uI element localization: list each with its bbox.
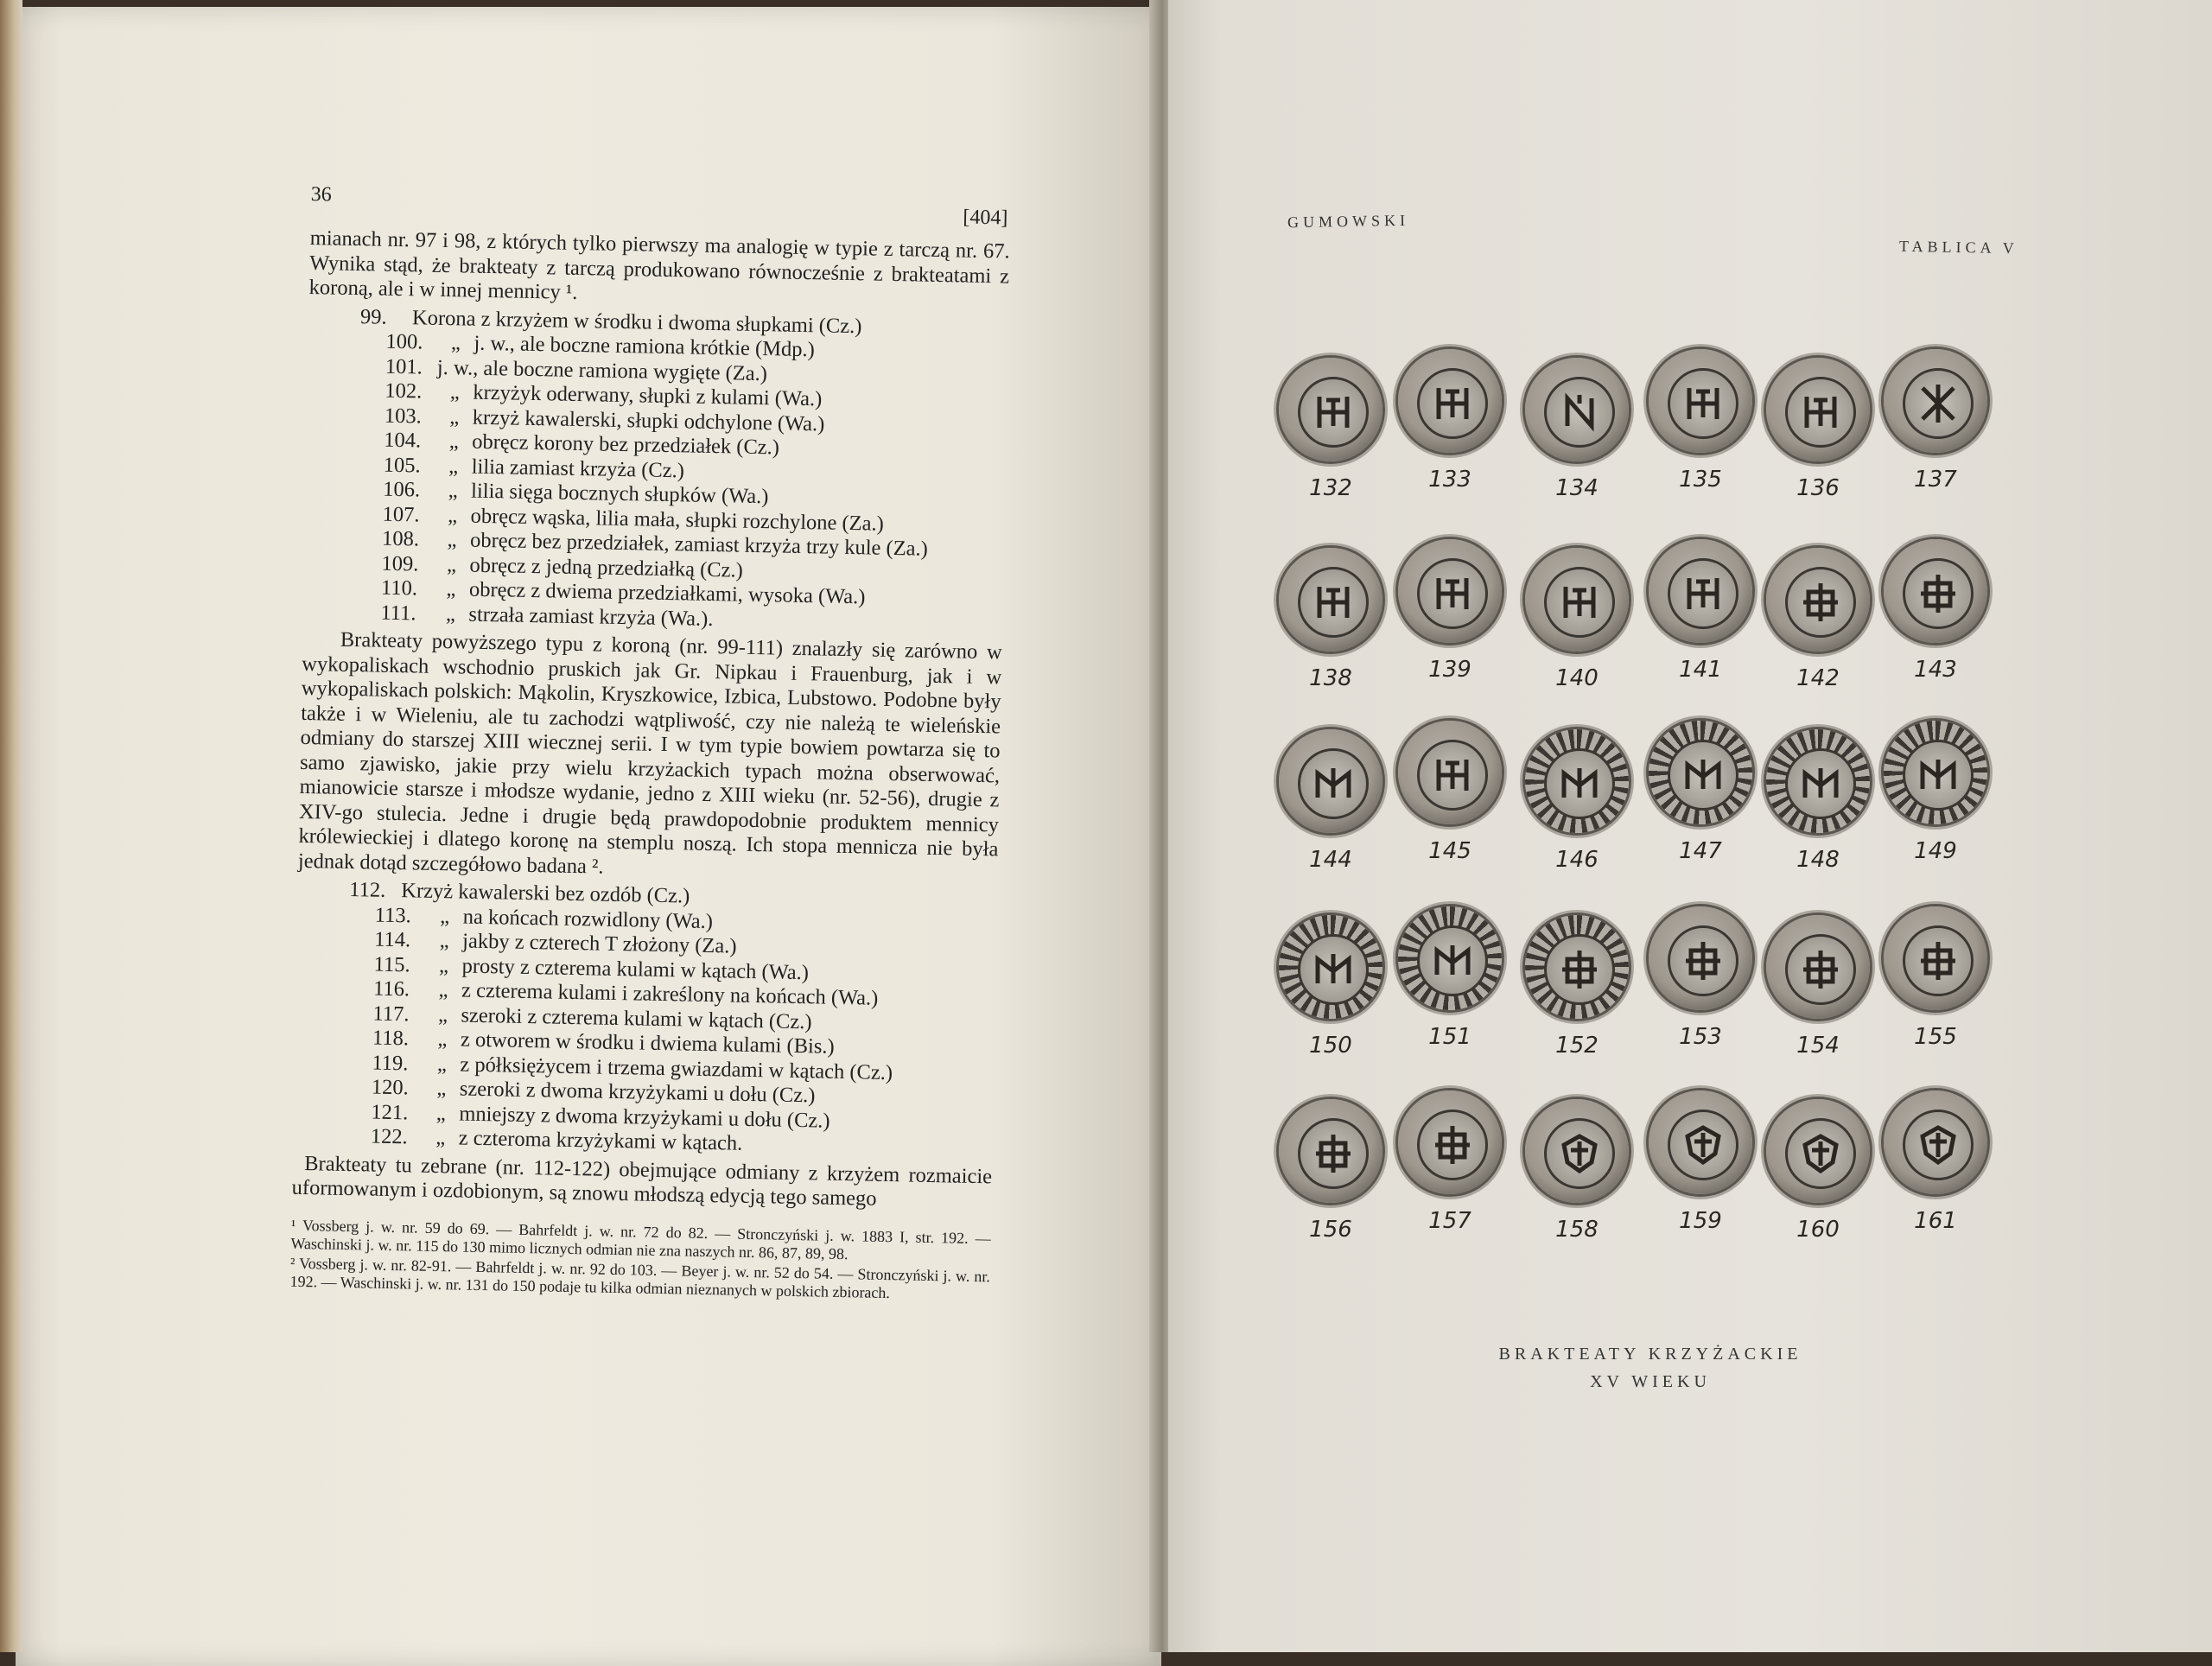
list-item-text: z czterema kulami i zakreślony na końcach (Wa.) (461, 978, 879, 1010)
bracteate-coin-image (1766, 915, 1870, 1019)
bracteate-coin-image (1398, 906, 1502, 1010)
coin-figure (1389, 906, 1510, 1053)
coin-figure (1516, 358, 1637, 505)
list-item-number: 115. (373, 952, 410, 976)
ditto-mark: „ (446, 552, 457, 576)
list-item-number: 120. (371, 1075, 410, 1100)
coin-emblem (1903, 740, 1974, 811)
coin-number: 142 (1796, 665, 1840, 691)
list-item-number: 107. (382, 502, 420, 526)
coin-number: 153 (1679, 1024, 1722, 1050)
coin-number: 157 (1428, 1208, 1471, 1234)
list-item-number: 105. (383, 453, 421, 477)
coin-figure (1758, 729, 1878, 876)
list-item-text: obręcz z dwiema przedziałkami, wysoka (Wa.) (468, 577, 866, 609)
bracteate-coin-image (1398, 721, 1502, 824)
list-item-text: krzyżyk oderwany, słupki z kulami (Wa.) (473, 380, 823, 411)
ditto-mark: „ (436, 1076, 447, 1101)
footnote-2: ² Vossberg j. w. nr. 82-91. — Bahrfeldt j. w. nr. 92 do 103. — Beyer j. w. nr. 52 do 54. — Stronczyński j. w. nr. 192. — Waschinski j. w. nr. 131 do 150 podaje tu kilka odmian nieznanych w polskich zbiorach. (289, 1254, 991, 1301)
coin-figure (1389, 721, 1510, 868)
coin-figure (1516, 729, 1637, 876)
ditto-mark: „ (437, 1027, 448, 1052)
bracteate-coin-image (1525, 729, 1629, 833)
bracteate-coin-image (1649, 539, 1752, 643)
coin-figure (1640, 349, 1761, 496)
coin-number: 149 (1914, 838, 1957, 864)
coin-emblem (1298, 934, 1369, 1005)
list-item-number: 109. (381, 551, 419, 575)
ditto-mark: „ (438, 953, 449, 977)
ditto-mark: „ (449, 404, 460, 429)
bracteate-coin-image (1766, 358, 1870, 461)
bracteate-coin-image (1884, 721, 1987, 824)
coin-emblem (1903, 925, 1974, 996)
bracteate-coin-image (1649, 906, 1752, 1010)
ditto-mark: „ (440, 904, 450, 928)
coin-emblem (1298, 377, 1369, 448)
bracteate-coin-image (1766, 729, 1870, 833)
coin-figure (1270, 358, 1391, 505)
coin-number: 160 (1796, 1217, 1840, 1243)
variant-list-cross (293, 877, 998, 1161)
bracteate-coin-image (1525, 548, 1629, 652)
coin-emblem (1298, 748, 1369, 819)
page-number: 36 (310, 183, 332, 207)
coin-number: 140 (1555, 665, 1599, 691)
list-item-text: jakby z czterech T złożony (Za.) (461, 929, 737, 958)
list-item-text: Korona z krzyżem w środku i dwoma słupkami (Cz.) (411, 305, 862, 338)
coin-emblem (1785, 567, 1856, 638)
list-item-number: 99. (359, 304, 387, 329)
list-item-number: 106. (382, 477, 421, 502)
paragraph-findings: Brakteaty powyższego typu z koroną (nr. 99-111) znalazły się zarówno w wykopaliskach wschodnio pruskich jak Gr. Nipkau i Frauenburg, jak i w wykopaliskach polskich: Mąkolin, Kryszkowice, Izbica, Lubstowo. Podobne były także i w Wieleniu, ale tu zachodzi wątpliwość, czy nie należą te wieleńskie odmiany do starszej XIII wiecznej serii. I w tym typie bowiem powtarza się to samo zjawisko, jakie przy wielu krzyżackich typach można obserwować, mianowicie starsze i młodsze wydanie, jedno z XIII wieku (nr. 52-56), drugie z XIV-go stulecia. Jedne i drugie będą prawdopodobnie produktem mennicy królewieckiej i dlatego koronę na stemplu noszą. Ich stopa mennicza nie była jednak dotąd szczegółowo badana ². (297, 627, 1002, 879)
list-item-number: 100. (385, 329, 423, 354)
list-item-number: 112. (349, 878, 386, 902)
coin-figure (1270, 915, 1391, 1062)
ditto-mark: „ (436, 1052, 448, 1076)
list-item-number: 116. (372, 976, 410, 1002)
book-cover-edge (0, 0, 22, 1652)
coin-emblem (1785, 934, 1856, 1005)
intro-paragraph: mianach nr. 97 i 98, z których tylko pierwszy ma analogię w typie z tarczą nr. 67. Wynika stąd, że brakteaty z tarczą produkowano równocześnie z brakteatami z koroną, ale i w innej mennicy ¹. (308, 226, 1010, 304)
coin-number: 146 (1555, 847, 1599, 873)
plate-author: GUMOWSKI (1287, 211, 1410, 232)
bracteate-coin-image (1649, 1091, 1752, 1194)
bracteate-coin-image (1884, 539, 1987, 643)
coin-number: 152 (1555, 1033, 1599, 1059)
coin-number: 148 (1796, 847, 1840, 873)
coin-number: 132 (1309, 475, 1352, 501)
coin-figure (1758, 915, 1878, 1062)
coin-number: 143 (1914, 657, 1957, 683)
coin-emblem (1903, 558, 1974, 629)
coin-figure (1270, 729, 1391, 876)
footnote-1: ¹ Vossberg j. w. nr. 59 do 69. — Bahrfeldt j. w. nr. 72 do 82. — Stronczyński j. w. 1883 I, str. 192. — Waschinski j. w. nr. 115 do 130 mimo licznych odmian nie zna naszych nr. 86, 87, 89, 98. (290, 1216, 991, 1262)
coin-emblem (1417, 925, 1488, 996)
list-item-number: 110. (380, 575, 418, 601)
coin-number: 156 (1309, 1217, 1352, 1243)
list-item-number: 101. (385, 354, 423, 379)
bracteate-coin-image (1884, 349, 1987, 453)
list-item-number: 121. (371, 1100, 409, 1124)
list-item-text: j. w., ale boczne ramiona krótkie (Mdp.) (474, 331, 816, 362)
bracteate-coin-image (1398, 349, 1502, 453)
coin-number: 161 (1914, 1208, 1957, 1234)
ditto-mark: „ (450, 331, 461, 355)
bracteate-coin-image (1525, 915, 1629, 1019)
coin-emblem (1544, 1118, 1615, 1189)
coin-number: 138 (1309, 665, 1352, 691)
list-item-text: z czteroma krzyżykami w kątach. (458, 1126, 743, 1155)
coin-emblem (1668, 925, 1738, 996)
coin-emblem (1544, 748, 1615, 819)
coin-emblem (1668, 368, 1738, 439)
coin-emblem (1298, 567, 1369, 638)
list-item-number: 108. (381, 526, 420, 551)
coin-figure (1516, 1099, 1637, 1246)
bracteate-coin-image (1398, 1091, 1502, 1194)
ditto-mark: „ (447, 528, 457, 552)
list-item-text: lilia sięga bocznych słupków (Wa.) (470, 479, 769, 509)
coin-number: 158 (1555, 1217, 1599, 1243)
list-item-text: j. w., ale boczne ramiona wygięte (Za.) (436, 355, 768, 385)
coin-figure (1640, 539, 1761, 686)
coin-emblem (1668, 558, 1738, 629)
coin-figure (1758, 548, 1878, 695)
coin-number: 159 (1679, 1208, 1722, 1234)
coin-figure (1875, 721, 1996, 868)
list-item-number: 104. (384, 428, 422, 453)
list-item-text: krzyż kawalerski, słupki odchylone (Wa.) (472, 405, 825, 436)
ditto-mark: „ (448, 429, 459, 454)
list-item-text: prosty z czterema kulami w kątach (Wa.) (461, 954, 810, 984)
coin-emblem (1668, 740, 1738, 811)
list-item-text: obręcz korony bez przedziałek (Cz.) (472, 429, 780, 460)
page-reference: [404] (963, 206, 1008, 230)
list-item-text: na końcach rozwidlony (Wa.) (462, 905, 714, 933)
coin-emblem (1903, 368, 1974, 439)
coin-figure (1516, 548, 1637, 695)
ditto-mark: „ (448, 479, 458, 503)
ditto-mark: „ (439, 929, 449, 953)
coin-number: 141 (1679, 657, 1722, 683)
bracteate-coin-image (1279, 358, 1382, 461)
list-item-number: 117. (372, 1002, 410, 1026)
coin-number: 144 (1309, 847, 1352, 873)
coin-figure (1640, 721, 1761, 868)
coin-emblem (1785, 1118, 1856, 1189)
list-item-text: strzała zamiast krzyża (Wa.). (468, 602, 714, 631)
coin-number: 154 (1796, 1033, 1840, 1059)
coin-emblem (1668, 1110, 1738, 1180)
bracteate-coin-image (1884, 906, 1987, 1010)
bracteate-coin-image (1649, 721, 1752, 824)
ditto-mark: „ (445, 601, 456, 626)
coin-number: 136 (1796, 475, 1840, 501)
list-item-text: obręcz wąska, lilia mała, słupki rozchylone (Za.) (470, 504, 885, 536)
list-item-number: 119. (372, 1051, 409, 1075)
coin-emblem (1903, 1110, 1974, 1180)
coin-figure (1875, 1091, 1996, 1237)
coin-plate (1270, 354, 2031, 1243)
coin-number: 151 (1428, 1024, 1471, 1050)
coin-number: 134 (1555, 475, 1599, 501)
variant-list-crown (302, 303, 1008, 637)
coin-number: 139 (1428, 657, 1471, 683)
list-item-text: obręcz bez przedziałek, zamiast krzyża trzy kule (Za.) (469, 528, 929, 561)
list-item-text: Krzyż kawalerski bez ozdób (Cz.) (401, 879, 690, 908)
list-item-number: 103. (384, 404, 422, 428)
plate-caption-century: XV WIEKU (1590, 1372, 1711, 1391)
footnotes (289, 1216, 991, 1304)
coin-number: 137 (1914, 467, 1957, 493)
coin-figure (1640, 906, 1761, 1053)
list-item-number: 102. (385, 378, 423, 404)
list-item-number: 111. (380, 601, 416, 625)
list-item-text: z półksiężycem i trzema gwiazdami w kątach (Cz.) (460, 1052, 893, 1084)
ditto-mark: „ (447, 503, 458, 527)
ditto-mark: „ (449, 380, 461, 404)
coin-emblem (1417, 1110, 1488, 1180)
bracteate-coin-image (1279, 729, 1382, 833)
list-item-text: szeroki z dwoma krzyżykami u dołu (Cz.) (459, 1077, 816, 1108)
bracteate-coin-image (1525, 358, 1629, 461)
coin-figure (1758, 1099, 1878, 1246)
plate-number: TABLICA V (1898, 237, 2018, 258)
coin-figure (1389, 349, 1510, 496)
coin-figure (1640, 1091, 1761, 1237)
bracteate-coin-image (1525, 1099, 1629, 1203)
list-item-text: mniejszy z dwoma krzyżykami u dołu (Cz.) (459, 1101, 830, 1133)
list-item-number: 113. (374, 903, 411, 927)
ditto-mark: „ (446, 577, 456, 601)
coin-figure (1516, 915, 1637, 1062)
coin-number: 155 (1914, 1024, 1957, 1050)
coin-figure (1758, 358, 1878, 505)
coin-number: 145 (1428, 838, 1471, 864)
coin-emblem (1417, 558, 1488, 629)
coin-figure (1270, 548, 1391, 695)
list-item-text: z otworem w środku i dwiema kulami (Bis.) (460, 1027, 835, 1059)
ditto-mark: „ (438, 978, 448, 1002)
bracteate-coin-image (1766, 548, 1870, 652)
coin-figure (1875, 539, 1996, 686)
bracteate-coin-image (1279, 915, 1382, 1019)
coin-figure (1389, 1091, 1510, 1237)
bracteate-coin-image (1766, 1099, 1870, 1203)
coin-figure (1875, 906, 1996, 1053)
coin-emblem (1417, 740, 1488, 811)
coin-number: 150 (1309, 1033, 1352, 1059)
coin-emblem (1544, 567, 1615, 638)
ditto-mark: „ (437, 1002, 448, 1027)
coin-emblem (1417, 368, 1488, 439)
coin-emblem (1298, 1118, 1369, 1189)
list-item-number: 122. (370, 1124, 408, 1149)
bracteate-coin-image (1649, 349, 1752, 453)
coin-figure (1875, 349, 1996, 496)
coin-figure (1389, 539, 1510, 686)
list-item-text: lilia zamiast krzyża (Cz.) (471, 455, 685, 482)
bracteate-coin-image (1279, 548, 1382, 652)
paragraph-cross: Brakteaty tu zebrane (nr. 112-122) obejmujące odmiany z krzyżem rozmaicie uformowanym i ozdobionym, są znowu młodszą edycją tego samego (291, 1151, 993, 1211)
bracteate-coin-image (1884, 1091, 1987, 1194)
list-item-number: 118. (372, 1026, 410, 1051)
bracteate-coin-image (1398, 539, 1502, 643)
coin-emblem (1544, 377, 1615, 448)
coin-number: 133 (1428, 467, 1471, 493)
list-item-text: obręcz z jedną przedziałką (Cz.) (469, 553, 744, 582)
ditto-mark: „ (435, 1101, 447, 1125)
ditto-mark: „ (435, 1125, 446, 1150)
ditto-mark: „ (448, 454, 459, 478)
coin-emblem (1544, 934, 1615, 1005)
coin-emblem (1785, 748, 1856, 819)
bracteate-coin-image (1279, 1099, 1382, 1203)
list-item-number: 114. (373, 927, 411, 952)
coin-number: 135 (1679, 467, 1722, 493)
plate-caption-title: BRAKTEATY KRZYŻACKIE (1498, 1345, 1802, 1364)
list-item-text: szeroki z czterema kulami w kątach (Cz.) (461, 1003, 812, 1033)
coin-emblem (1785, 377, 1856, 448)
coin-figure (1270, 1099, 1391, 1246)
coin-number: 147 (1679, 838, 1722, 864)
